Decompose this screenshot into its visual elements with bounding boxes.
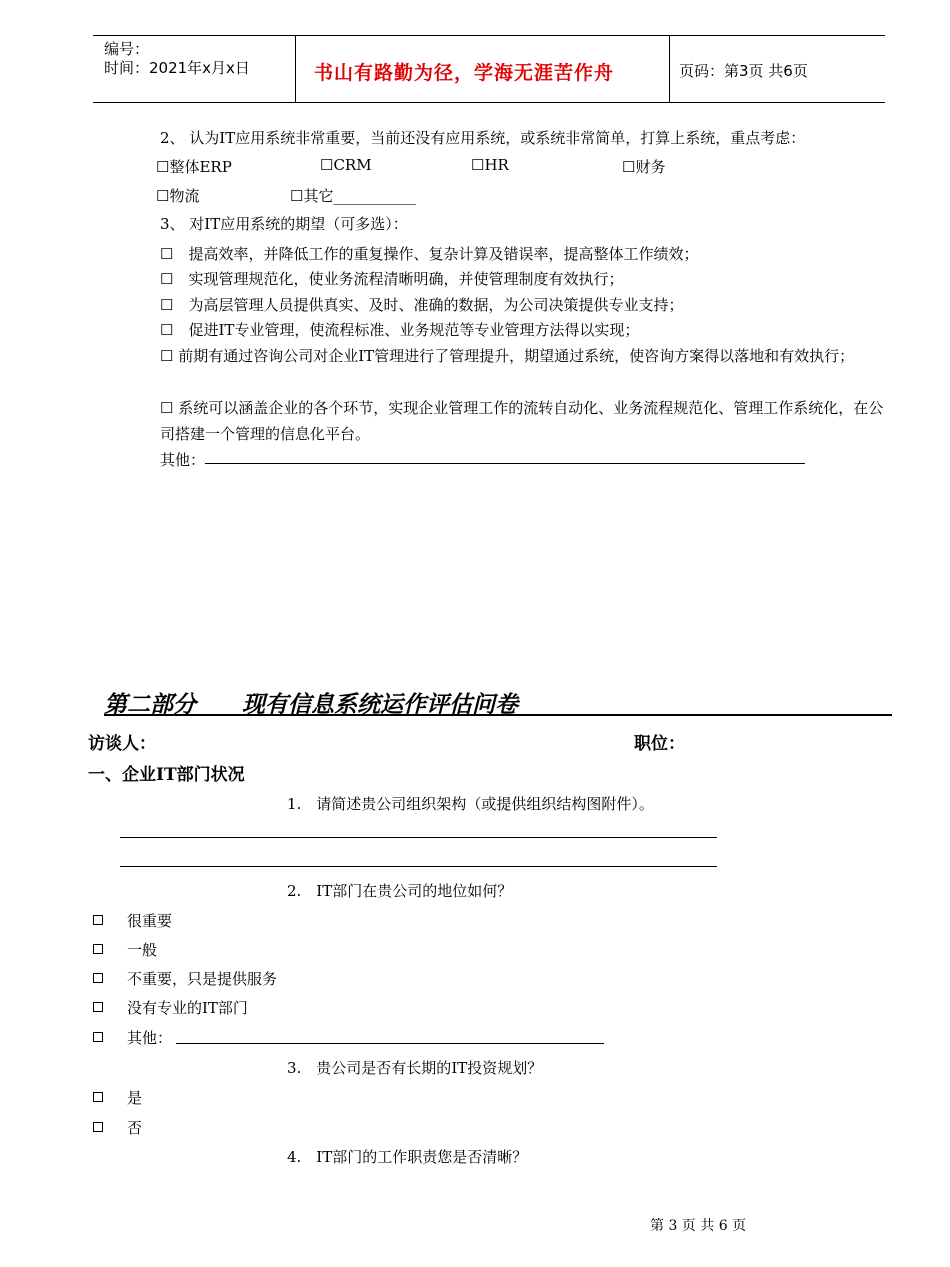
part2-title: 第二部分 现有信息系统运作评估问卷 [104,691,518,718]
checkbox-icon [93,1092,103,1102]
checkbox-icon [93,1032,103,1042]
p2-q3-text: 3. 贵公司是否有长期的IT投资规划？ [287,1059,543,1077]
option-logistics[interactable]: ☐物流 [156,187,200,205]
q3-option-data[interactable]: ☐ 为高层管理人员提供真实、及时、准确的数据，为公司决策提供专业支持； [160,296,684,314]
option-other[interactable]: ☐其它___________ [290,187,416,205]
header-motto: 书山有路勤为径，学海无涯苦作舟 [314,62,615,84]
p2-q2-option-other[interactable]: 其他： [93,1027,172,1048]
p2-q1-text: 1. 请简述贵公司组织架构（或提供组织结构图附件）。 [287,795,654,813]
option-hr[interactable]: ☐HR [471,156,509,174]
interviewee-label: 访谈人： [88,734,156,754]
footer-page-number: 第 3 页 共 6 页 [650,1218,747,1234]
position-label: 职位： [634,734,685,754]
p2-q2-option-no-dept[interactable]: 没有专业的IT部门 [93,997,248,1018]
q3-other-blank[interactable] [205,463,805,464]
p2-q2-option-important[interactable]: 很重要 [93,910,172,931]
p2-q1-answer-line-2[interactable] [120,866,717,867]
option-erp[interactable]: ☐整体ERP [156,158,232,176]
header-divider-2 [669,35,670,102]
p2-q2-text: 2. IT部门在贵公司的地位如何？ [287,882,513,900]
p2-q3-option-yes[interactable]: 是 [93,1087,142,1108]
p2-q2-option-unimportant[interactable]: 不重要，只是提供服务 [93,968,277,989]
p2-q2-other-blank[interactable] [176,1043,604,1044]
checkbox-icon [93,915,103,925]
section1-title: 一、企业IT部门状况 [88,765,245,785]
header-top-border [93,35,885,36]
q3-text: 3、 对IT应用系统的期望（可多选）： [160,215,408,233]
p2-q1-answer-line-1[interactable] [120,837,717,838]
header-bottom-border [93,102,885,103]
p2-q3-option-no[interactable]: 否 [93,1117,142,1138]
p2-q2-option-normal[interactable]: 一般 [93,939,157,960]
q3-option-consulting[interactable]: ☐ 前期有通过咨询公司对企业IT管理进行了管理提升，期望通过系统，使咨询方案得以落地和有效执行； [160,347,855,365]
page-label: 页码：第3页 共6页 [679,62,808,80]
checkbox-icon [93,1122,103,1132]
option-crm[interactable]: ☐CRM [320,156,372,174]
header-divider-1 [295,35,296,102]
q3-option-it-mgmt[interactable]: ☐ 促进IT专业管理，使流程标准、业务规范等专业管理方法得以实现； [160,321,640,339]
checkbox-icon [93,973,103,983]
q2-text: 2、 认为IT应用系统非常重要，当前还没有应用系统，或系统非常简单，打算上系统，重点考虑： [160,129,806,147]
part2-title-underline [104,714,892,716]
checkbox-icon [93,1002,103,1012]
checkbox-icon [93,944,103,954]
option-finance[interactable]: ☐财务 [622,158,666,176]
serial-label: 编号： [104,40,150,58]
time-label: 时间：2021年x月x日 [104,59,250,77]
q3-option-platform[interactable]: ☐ 系统可以涵盖企业的各个环节，实现企业管理工作的流转自动化、业务流程规范化、管理工作系统化，在公司搭建一个管理的信息化平台。 [160,399,884,443]
q3-option-standardize[interactable]: ☐ 实现管理规范化，使业务流程清晰明确，并使管理制度有效执行； [160,270,624,288]
p2-q4-text: 4. IT部门的工作职责您是否清晰？ [287,1148,528,1166]
q3-option-efficiency[interactable]: ☐ 提高效率，并降低工作的重复操作、复杂计算及错误率，提高整体工作绩效； [160,245,699,263]
q3-other-label: 其他： [160,451,206,469]
